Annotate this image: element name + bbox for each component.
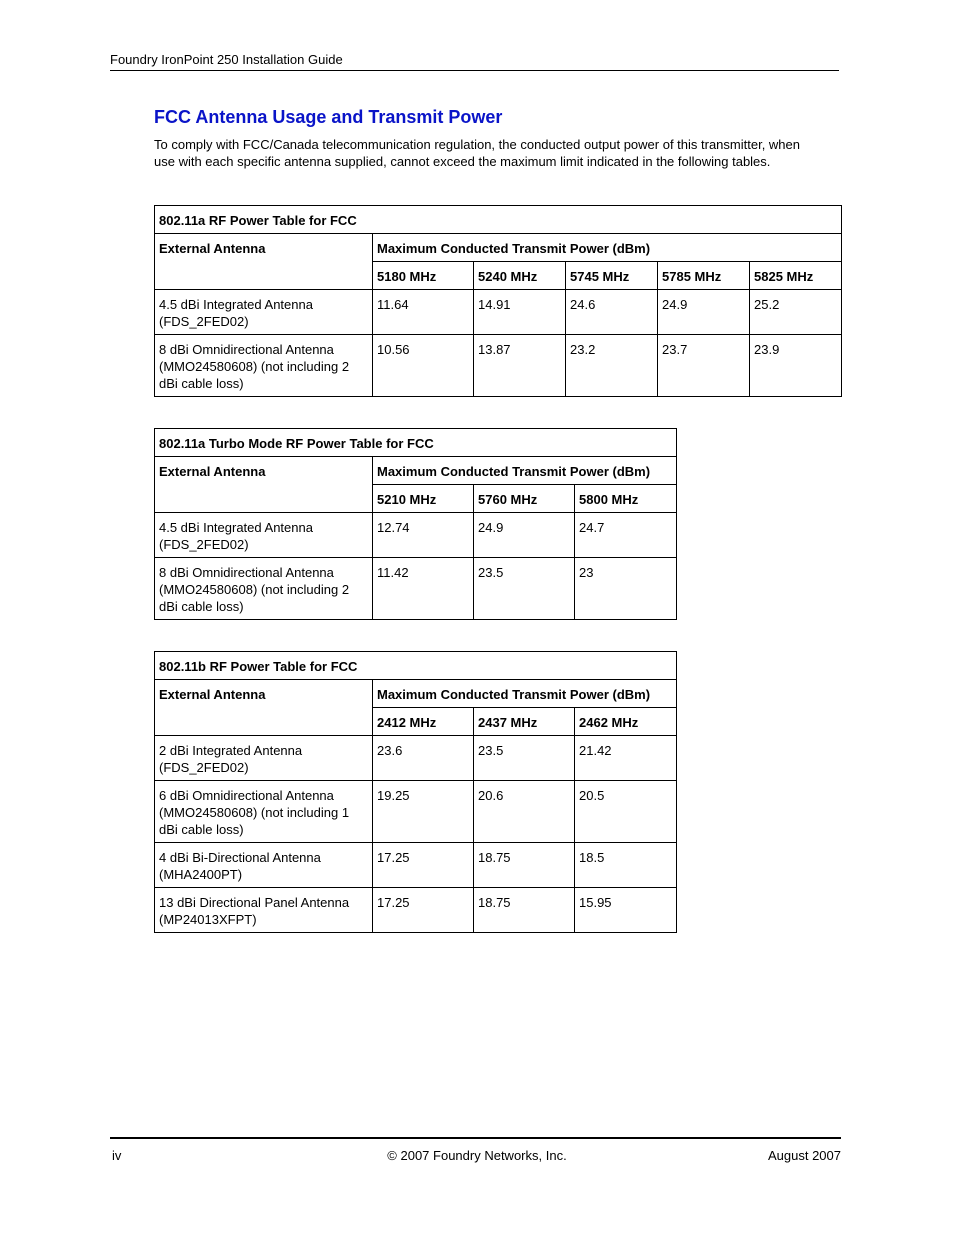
table-row [155,736,677,781]
power-cell: 24.7 [575,513,677,558]
power-cell: 19.25 [373,781,474,843]
page-number: iv [112,1148,122,1163]
power-cell: 23.9 [750,335,842,397]
power-cell: 23 [575,558,677,620]
header-divider [110,70,839,71]
power-cell: 23.6 [373,736,474,781]
frequency-header: 5745 MHz [566,262,658,290]
frequency-header: 2437 MHz [474,708,575,736]
power-cell: 24.9 [474,513,575,558]
frequency-header: 5800 MHz [575,485,677,513]
section-title: FCC Antenna Usage and Transmit Power [154,107,503,127]
power-cell: 18.75 [474,843,575,888]
power-cell: 18.5 [575,843,677,888]
frequency-header: 5825 MHz [750,262,842,290]
frequency-header: 5210 MHz [373,485,474,513]
power-cell: 20.6 [474,781,575,843]
table-row [155,290,842,335]
copyright-notice: © 2007 Foundry Networks, Inc. [387,1148,567,1163]
frequency-header: 2462 MHz [575,708,677,736]
frequency-header: 5180 MHz [373,262,474,290]
table-row [155,843,677,888]
table-row [155,781,677,843]
rf-power-table-80211a [154,205,842,397]
column-header-power: Maximum Conducted Transmit Power (dBm) [373,234,842,262]
power-cell: 17.25 [373,843,474,888]
table-row [155,888,677,933]
antenna-cell: 8 dBi Omnidirectional Antenna (MMO24580608) (not including 2 dBi cable loss) [155,558,373,620]
rf-power-table-80211b [154,651,677,933]
power-cell: 12.74 [373,513,474,558]
antenna-cell: 4 dBi Bi-Directional Antenna (MHA2400PT) [155,843,373,888]
antenna-cell: 6 dBi Omnidirectional Antenna (MMO24580608) (not including 1 dBi cable loss) [155,781,373,843]
power-cell: 17.25 [373,888,474,933]
power-cell: 11.64 [373,290,474,335]
column-header-antenna: External Antenna [155,680,373,736]
power-cell: 23.7 [658,335,750,397]
power-cell: 24.6 [566,290,658,335]
table-title: 802.11a RF Power Table for FCC [155,206,842,234]
antenna-cell: 4.5 dBi Integrated Antenna (FDS_2FED02) [155,513,373,558]
rf-power-table-80211a-turbo [154,428,677,620]
power-cell: 13.87 [474,335,566,397]
intro-paragraph: To comply with FCC/Canada telecommunication regulation, the conducted output power of this transmitter, when use with each specific antenna supplied, cannot exceed the maximum limit indicated in the following tables. [154,137,801,169]
table-row [155,335,842,397]
power-cell: 15.95 [575,888,677,933]
power-cell: 23.5 [474,736,575,781]
table-title: 802.11a Turbo Mode RF Power Table for FCC [155,429,677,457]
power-cell: 23.2 [566,335,658,397]
antenna-cell: 2 dBi Integrated Antenna (FDS_2FED02) [155,736,373,781]
table-title: 802.11b RF Power Table for FCC [155,652,677,680]
frequency-header: 5240 MHz [474,262,566,290]
column-header-power: Maximum Conducted Transmit Power (dBm) [373,680,677,708]
antenna-cell: 13 dBi Directional Panel Antenna (MP24013XFPT) [155,888,373,933]
column-header-antenna: External Antenna [155,234,373,290]
publication-date: August 2007 [767,1148,841,1163]
running-header: Foundry IronPoint 250 Installation Guide [110,52,343,67]
table-row [155,513,677,558]
power-cell: 14.91 [474,290,566,335]
frequency-header: 2412 MHz [373,708,474,736]
table-row [155,558,677,620]
power-cell: 20.5 [575,781,677,843]
power-cell: 10.56 [373,335,474,397]
frequency-header: 5760 MHz [474,485,575,513]
antenna-cell: 8 dBi Omnidirectional Antenna (MMO24580608) (not including 2 dBi cable loss) [155,335,373,397]
power-cell: 25.2 [750,290,842,335]
power-cell: 24.9 [658,290,750,335]
antenna-cell: 4.5 dBi Integrated Antenna (FDS_2FED02) [155,290,373,335]
footer-divider [110,1137,841,1139]
column-header-antenna: External Antenna [155,457,373,513]
frequency-header: 5785 MHz [658,262,750,290]
power-cell: 21.42 [575,736,677,781]
column-header-power: Maximum Conducted Transmit Power (dBm) [373,457,677,485]
power-cell: 23.5 [474,558,575,620]
power-cell: 11.42 [373,558,474,620]
power-cell: 18.75 [474,888,575,933]
